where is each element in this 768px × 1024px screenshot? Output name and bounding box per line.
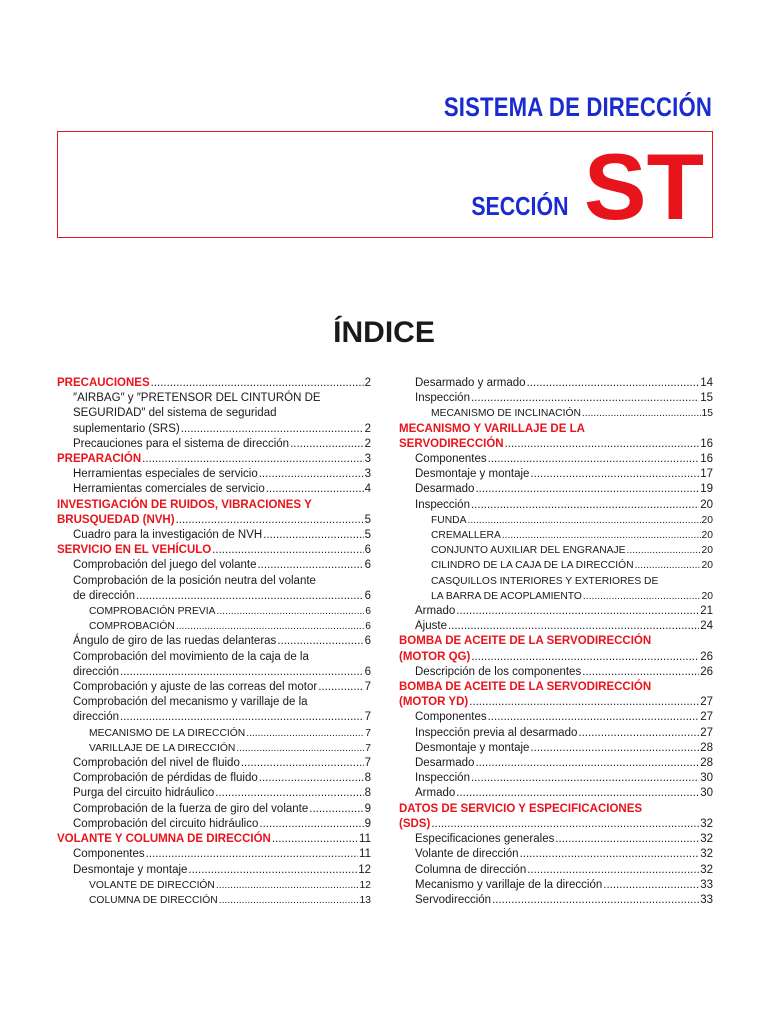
toc-entry-text: Inspección [415,498,470,511]
toc-page-number: 27 [700,726,713,739]
toc-entry[interactable] [57,726,371,741]
dot-leader [527,863,699,878]
toc-page-number: 13 [359,894,371,906]
toc-page-number: 6 [365,606,371,618]
toc-entry-text: BOMBA DE ACEITE DE LA SERVODIRECCIÓN [399,635,652,648]
toc-page-number: 3 [364,468,371,481]
toc-entry[interactable] [57,741,371,756]
toc-section-entry[interactable] [57,832,371,847]
toc-entry[interactable] [399,513,713,528]
dot-leader [216,604,364,619]
toc-entry[interactable] [399,528,713,543]
toc-page-number: 15 [701,408,713,420]
dot-leader [142,452,363,467]
toc-entry[interactable] [399,543,713,558]
toc-page-number: 32 [700,817,713,830]
toc-page-number: 6 [365,621,371,633]
toc-entry-text: dirección [73,665,120,678]
toc-entry-text: Componentes [415,453,487,466]
dot-leader [236,741,364,756]
dot-leader [582,665,699,680]
dot-leader [151,376,364,391]
dot-leader [216,878,359,893]
dot-leader [520,847,700,862]
dot-leader [505,437,700,452]
dot-leader [259,467,364,482]
toc-entry-text: CONJUNTO AUXILIAR DEL ENGRANAJE [431,545,626,557]
dot-leader [603,878,699,893]
dot-leader [467,513,700,528]
toc-page-number: 33 [700,893,713,906]
toc-entry-text: Purga del circuito hidráulico [73,787,215,800]
toc-page-number: 2 [364,377,371,389]
toc-entry[interactable] [399,893,713,908]
toc-entry-text: INVESTIGACIÓN DE RUIDOS, VIBRACIONES Y [57,498,312,511]
dot-leader [212,543,363,558]
dot-leader [583,589,701,604]
toc-entry-text: Ajuste [415,620,447,633]
toc-entry[interactable] [57,558,371,573]
toc-entry[interactable] [57,786,371,801]
toc-page-number: 33 [700,878,713,891]
toc-entry[interactable] [399,847,713,862]
dot-leader [219,893,359,908]
dot-leader [257,558,363,573]
section-box [57,131,713,238]
dot-leader [488,710,700,725]
dot-leader [469,695,699,710]
toc-entry[interactable] [399,832,713,847]
toc-entry-text: Desmontaje y montaje [415,468,530,481]
toc-page-number: 20 [701,514,713,526]
toc-page-number: 17 [700,468,713,481]
toc-entry-text: BOMBA DE ACEITE DE LA SERVODIRECCIÓN [399,681,652,694]
toc-entry[interactable] [399,863,713,878]
toc-entry[interactable] [399,406,713,421]
toc-entry-text: Herramientas comerciales de servicio [73,483,265,496]
dot-leader [471,771,699,786]
system-title: SISTEMA DE DIRECCIÓN [443,92,712,122]
toc-page-number: 20 [700,498,713,511]
toc-entry-text: VARILLAJE DE LA DIRECCIÓN [89,742,236,754]
toc-entry-text: Desarmado [415,757,475,770]
toc-entry[interactable] [399,741,713,756]
dot-leader [290,437,364,452]
toc-entry-text: Comprobación del circuito hidráulico [73,817,259,830]
dot-leader [475,756,699,771]
toc-entry[interactable] [399,376,713,391]
toc-page-number: 8 [364,787,371,800]
toc-page-number: 2 [364,422,371,435]
toc-entry-text: MECANISMO Y VARILLAJE DE LA [399,422,585,435]
toc-page-number: 30 [700,787,713,800]
toc-entry-text: Comprobación del movimiento de la caja de la [73,650,309,663]
toc-entry[interactable] [57,771,371,786]
dot-leader [530,467,699,482]
toc-entry[interactable] [399,878,713,893]
dot-leader [635,558,701,573]
toc-entry-text: FUNDA [431,514,467,526]
toc-entry-text: Cuadro para la investigación de NVH [73,529,263,542]
dot-leader [318,680,363,695]
toc-entry[interactable] [57,528,371,543]
toc-page-number: 12 [358,863,371,876]
dot-leader [488,452,700,467]
toc-entry-text: CILINDRO DE LA CAJA DE LA DIRECCIÓN [431,560,634,572]
toc-page-number: 16 [700,453,713,466]
dot-leader [246,726,364,741]
toc-entry-text: suplementario (SRS) [73,422,180,435]
dot-leader [456,604,699,619]
toc-section-entry[interactable] [399,802,713,832]
toc-entry[interactable] [57,817,371,832]
toc-entry-text: Descripción de los componentes [415,665,582,678]
toc-entry-text: (MOTOR QG) [399,650,471,663]
dot-leader [176,513,364,528]
toc-entry[interactable] [57,634,371,649]
toc-entry[interactable] [399,665,713,680]
toc-entry[interactable] [57,878,371,893]
toc-entry-text: Desmontaje y montaje [73,863,188,876]
toc-page-number: 21 [700,605,713,618]
dot-leader [627,543,701,558]
toc-entry[interactable] [399,498,713,513]
toc-page-number: 7 [365,727,371,739]
toc-entry[interactable] [57,863,371,878]
toc-entry-text: Especificaciones generales [415,833,555,846]
toc-section-entry[interactable] [57,498,371,528]
dot-leader [582,406,701,421]
toc-entry-text: de dirección [73,589,136,602]
toc-page-number: 8 [364,772,371,785]
toc-page-number: 12 [359,879,371,891]
toc-entry[interactable] [57,680,371,695]
toc-entry-text: Comprobación del juego del volante [73,559,257,572]
dot-leader [176,619,364,634]
toc-entry-text: Inspección previa al desarmado [415,726,578,739]
dot-leader [188,863,357,878]
toc-entry-text: Comprobación de pérdidas de fluido [73,772,258,785]
toc-entry-text: SERVICIO EN EL VEHÍCULO [57,544,212,557]
dot-leader [502,528,701,543]
toc-entry-text: Comprobación del nivel de fluido [73,757,240,770]
toc-page-number: 20 [701,590,713,602]
toc-entry[interactable] [57,391,371,437]
toc-page-number: 7 [364,711,371,724]
toc-section-entry[interactable] [57,452,371,467]
dot-leader [146,847,358,862]
dot-leader [259,817,363,832]
toc-page-number: 32 [700,848,713,861]
toc-section-entry[interactable] [399,422,713,452]
toc-page-number: 6 [364,665,371,678]
section-label: SECCIÓN [470,191,568,221]
toc-entry[interactable] [399,710,713,725]
toc-page-number: 7 [364,757,371,770]
toc-entry-text: Armado [415,605,456,618]
dot-leader [471,391,699,406]
toc-page-number: 11 [359,848,371,861]
dot-leader [471,650,699,665]
toc-entry[interactable] [57,604,371,619]
toc-page-number: 32 [700,833,713,846]
dot-leader [266,482,364,497]
dot-leader [136,589,364,604]
dot-leader [309,802,363,817]
toc-entry-text: Componentes [415,711,487,724]
toc-entry-text: Inspección [415,392,470,405]
toc-entry[interactable] [399,574,713,604]
dot-leader [530,741,699,756]
toc-entry[interactable] [57,619,371,634]
index-left-column [57,376,371,908]
toc-page-number: 6 [364,544,371,557]
dot-leader [555,832,699,847]
toc-entry[interactable] [57,650,371,680]
toc-page-number: 26 [700,650,713,663]
toc-entry-text: PREPARACIÓN [57,453,142,466]
toc-entry-text: COMPROBACIÓN PREVIA [89,606,216,618]
toc-entry[interactable] [399,726,713,741]
toc-entry-text: dirección [73,711,120,724]
toc-entry[interactable] [399,391,713,406]
toc-page-number: 20 [701,530,713,542]
index-title: ÍNDICE [333,316,435,349]
toc-entry-text: Comprobación y ajuste de las correas del motor [73,681,318,694]
dot-leader [215,786,363,801]
toc-entry[interactable] [57,482,371,497]
toc-entry-text: Herramientas especiales de servicio [73,468,258,481]
index-right-column [399,376,713,908]
toc-entry-text: Columna de dirección [415,863,527,876]
toc-entry-text: Volante de dirección [415,848,519,861]
toc-entry-text: MECANISMO DE INCLINACIÓN [431,408,581,420]
toc-entry[interactable] [57,437,371,452]
toc-page-number: 24 [700,620,713,633]
toc-entry[interactable] [399,756,713,771]
toc-entry-text: Armado [415,787,456,800]
toc-entry-text: COMPROBACIÓN [89,621,175,633]
toc-entry-text: LA BARRA DE ACOPLAMIENTO [431,590,582,602]
toc-entry-text: SERVODIRECCIÓN [399,437,504,450]
toc-page-number: 6 [364,589,371,602]
toc-entry[interactable] [399,558,713,573]
toc-page-number: 19 [700,483,713,496]
toc-entry-text: CREMALLERA [431,530,501,542]
toc-section-entry[interactable] [57,543,371,558]
toc-entry-text: (SDS) [399,817,431,830]
toc-entry-text: COLUMNA DE DIRECCIÓN [89,894,218,906]
toc-page-number: 30 [700,772,713,785]
toc-entry[interactable] [57,847,371,862]
toc-entry-text: Servodirección [415,893,492,906]
toc-entry-text: Componentes [73,848,145,861]
toc-entry[interactable] [57,695,371,725]
toc-entry-text: Mecanismo y varillaje de la dirección [415,878,603,891]
toc-entry[interactable] [57,802,371,817]
toc-entry-text: VOLANTE DE DIRECCIÓN [89,879,215,891]
dot-leader [456,786,699,801]
toc-entry-text: CASQUILLOS INTERIORES Y EXTERIORES DE [431,575,659,587]
toc-entry[interactable] [57,574,371,604]
toc-entry[interactable] [399,482,713,497]
toc-entry[interactable] [57,756,371,771]
toc-entry[interactable] [399,467,713,482]
toc-entry-text: SEGURIDAD″ del sistema de seguridad [73,407,277,420]
dot-leader [277,634,363,649]
dot-leader [448,619,699,634]
dot-leader [492,893,699,908]
toc-entry-text: Desarmado y armado [415,377,526,389]
toc-section-entry[interactable] [399,634,713,664]
toc-page-number: 9 [364,817,371,830]
dot-leader [181,422,364,437]
dot-leader [578,726,699,741]
toc-entry-text: Desarmado [415,483,475,496]
toc-page-number: 32 [700,863,713,876]
section-code: ST [583,134,704,239]
toc-entry[interactable] [399,786,713,801]
dot-leader [471,498,699,513]
toc-entry-text: VOLANTE Y COLUMNA DE DIRECCIÓN [57,833,271,846]
toc-entry-text: BRUSQUEDAD (NVH) [57,513,175,526]
toc-page-number: 16 [700,437,713,450]
dot-leader [431,817,699,832]
toc-entry[interactable] [57,467,371,482]
toc-page-number: 14 [700,377,713,389]
toc-page-number: 15 [700,392,713,405]
toc-entry-text: Inspección [415,772,470,785]
toc-entry-text: DATOS DE SERVICIO Y ESPECIFICACIONES [399,802,643,815]
toc-page-number: 7 [364,681,371,694]
dot-leader [120,710,364,725]
toc-entry[interactable] [399,604,713,619]
dot-leader [475,482,699,497]
toc-page-number: 7 [365,742,371,754]
toc-page-number: 4 [364,483,371,496]
toc-entry-text: PRECAUCIONES [57,377,150,389]
toc-section-entry[interactable] [399,680,713,710]
toc-entry-text: Comprobación de la fuerza de giro del volante [73,802,309,815]
dot-leader [120,665,364,680]
toc-entry-text: Precauciones para el sistema de dirección [73,437,290,450]
toc-page-number: 28 [700,757,713,770]
dot-leader [272,832,358,847]
toc-entry-text: ″AIRBAG″ y ″PRETENSOR DEL CINTURÓN DE [73,392,321,405]
toc-entry[interactable] [57,893,371,908]
toc-entry[interactable] [399,619,713,634]
toc-page-number: 20 [701,545,713,557]
dot-leader [241,756,364,771]
dot-leader [263,528,363,543]
toc-entry-text: Comprobación del mecanismo y varillaje de la [73,696,308,709]
toc-entry[interactable] [399,771,713,786]
toc-entry-text: (MOTOR YD) [399,696,469,709]
toc-entry-text: Comprobación de la posición neutra del volante [73,574,316,587]
toc-page-number: 5 [364,513,371,526]
toc-page-number: 5 [364,529,371,542]
toc-page-number: 26 [700,665,713,678]
toc-page-number: 27 [700,696,713,709]
toc-entry[interactable] [399,452,713,467]
toc-page-number: 3 [364,453,371,466]
toc-page-number: 27 [700,711,713,724]
toc-page-number: 2 [364,437,371,450]
toc-page-number: 11 [359,833,371,846]
toc-page-number: 6 [364,559,371,572]
toc-entry-text: Desmontaje y montaje [415,741,530,754]
toc-page-number: 9 [364,802,371,815]
toc-entry-text: Ángulo de giro de las ruedas delanteras [73,635,277,648]
toc-entry-text: MECANISMO DE LA DIRECCIÓN [89,727,246,739]
dot-leader [259,771,364,786]
dot-leader [527,376,700,391]
toc-page-number: 20 [701,560,713,572]
toc-section-entry[interactable] [57,376,371,391]
toc-page-number: 6 [364,635,371,648]
toc-page-number: 28 [700,741,713,754]
